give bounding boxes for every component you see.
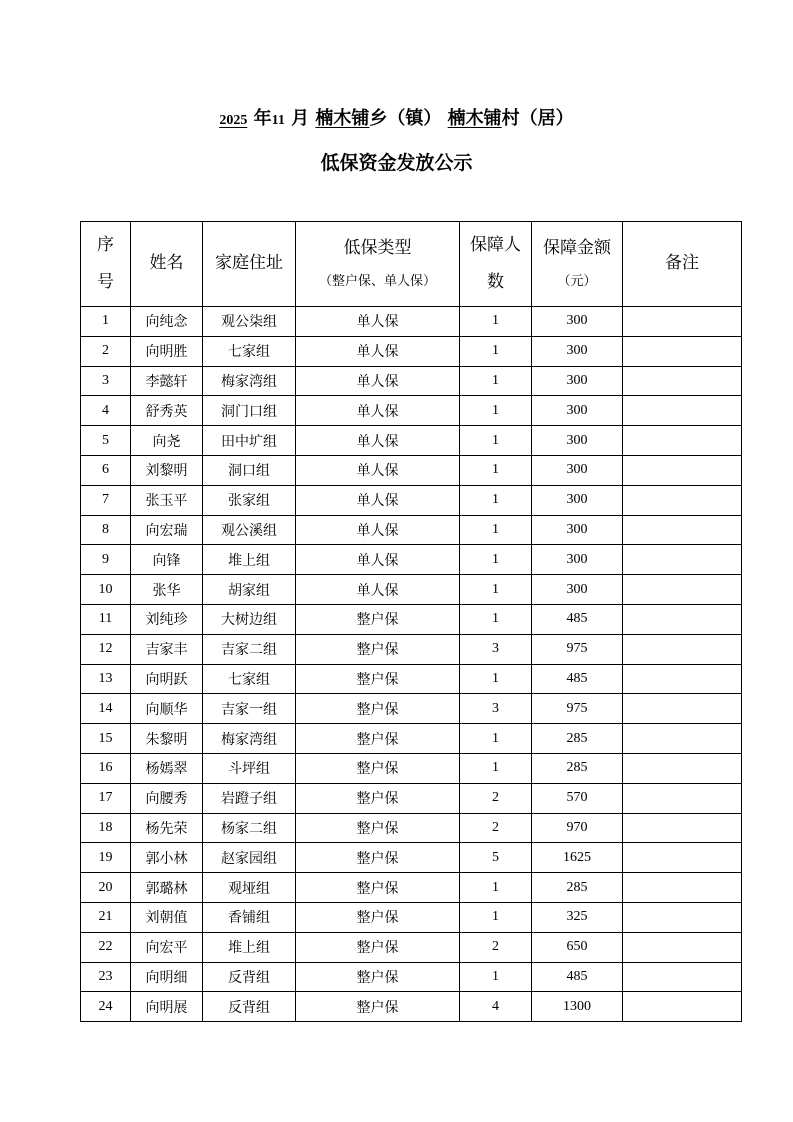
cell-index: 17 bbox=[81, 783, 131, 813]
cell-count: 3 bbox=[460, 634, 532, 664]
cell-remark bbox=[623, 575, 742, 605]
cell-name: 杨嫣翠 bbox=[131, 753, 203, 783]
cell-name: 向明胜 bbox=[131, 336, 203, 366]
cell-index: 21 bbox=[81, 902, 131, 932]
cell-count: 1 bbox=[460, 366, 532, 396]
cell-type: 整户保 bbox=[296, 783, 460, 813]
header-type: 低保类型 （整户保、单人保） bbox=[296, 222, 460, 307]
cell-amount: 485 bbox=[532, 604, 623, 634]
cell-index: 20 bbox=[81, 873, 131, 903]
cell-count: 1 bbox=[460, 336, 532, 366]
cell-amount: 975 bbox=[532, 694, 623, 724]
header-count: 保障人 数 bbox=[460, 222, 532, 307]
cell-address: 赵家园组 bbox=[203, 843, 296, 873]
cell-remark bbox=[623, 992, 742, 1022]
cell-remark bbox=[623, 932, 742, 962]
title-year-suffix: 年 bbox=[247, 108, 272, 129]
cell-count: 1 bbox=[460, 873, 532, 903]
cell-amount: 300 bbox=[532, 575, 623, 605]
table-row bbox=[81, 396, 742, 426]
title-township: 楠木铺 bbox=[315, 108, 370, 129]
cell-name: 郭小林 bbox=[131, 843, 203, 873]
cell-address: 七家组 bbox=[203, 336, 296, 366]
cell-remark bbox=[623, 724, 742, 754]
cell-amount: 300 bbox=[532, 485, 623, 515]
cell-name: 朱黎明 bbox=[131, 724, 203, 754]
header-name: 姓名 bbox=[131, 222, 203, 307]
cell-address: 洞门口组 bbox=[203, 396, 296, 426]
cell-type: 整户保 bbox=[296, 724, 460, 754]
header-address: 家庭住址 bbox=[203, 222, 296, 307]
cell-type: 单人保 bbox=[296, 575, 460, 605]
cell-count: 1 bbox=[460, 515, 532, 545]
cell-amount: 300 bbox=[532, 545, 623, 575]
cell-name: 向宏瑞 bbox=[131, 515, 203, 545]
cell-address: 反背组 bbox=[203, 962, 296, 992]
cell-name: 舒秀英 bbox=[131, 396, 203, 426]
cell-type: 整户保 bbox=[296, 813, 460, 843]
cell-index: 15 bbox=[81, 724, 131, 754]
cell-count: 1 bbox=[460, 724, 532, 754]
cell-type: 整户保 bbox=[296, 843, 460, 873]
cell-address: 斗坪组 bbox=[203, 753, 296, 783]
cell-index: 10 bbox=[81, 575, 131, 605]
cell-name: 李懿轩 bbox=[131, 366, 203, 396]
cell-address: 观公柒组 bbox=[203, 307, 296, 337]
table-row bbox=[81, 873, 742, 903]
cell-index: 23 bbox=[81, 962, 131, 992]
cell-amount: 300 bbox=[532, 396, 623, 426]
table-row bbox=[81, 724, 742, 754]
cell-type: 整户保 bbox=[296, 932, 460, 962]
table-row bbox=[81, 962, 742, 992]
table-row bbox=[81, 664, 742, 694]
cell-name: 杨先荣 bbox=[131, 813, 203, 843]
cell-type: 单人保 bbox=[296, 515, 460, 545]
cell-index: 1 bbox=[81, 307, 131, 337]
cell-index: 24 bbox=[81, 992, 131, 1022]
cell-name: 向明跃 bbox=[131, 664, 203, 694]
table-row bbox=[81, 902, 742, 932]
cell-type: 单人保 bbox=[296, 485, 460, 515]
cell-type: 单人保 bbox=[296, 307, 460, 337]
cell-count: 3 bbox=[460, 694, 532, 724]
table-row bbox=[81, 336, 742, 366]
cell-index: 5 bbox=[81, 426, 131, 456]
cell-address: 胡家组 bbox=[203, 575, 296, 605]
cell-type: 单人保 bbox=[296, 426, 460, 456]
cell-remark bbox=[623, 604, 742, 634]
cell-address: 洞口组 bbox=[203, 455, 296, 485]
cell-count: 2 bbox=[460, 783, 532, 813]
cell-type: 整户保 bbox=[296, 634, 460, 664]
subsidy-table bbox=[80, 221, 742, 1022]
table-row bbox=[81, 426, 742, 456]
cell-remark bbox=[623, 873, 742, 903]
cell-remark bbox=[623, 455, 742, 485]
table-row bbox=[81, 455, 742, 485]
cell-address: 田中圹组 bbox=[203, 426, 296, 456]
cell-amount: 325 bbox=[532, 902, 623, 932]
table-row bbox=[81, 515, 742, 545]
cell-remark bbox=[623, 813, 742, 843]
cell-name: 向锋 bbox=[131, 545, 203, 575]
title-month: 11 bbox=[271, 113, 285, 128]
cell-address: 岩蹬子组 bbox=[203, 783, 296, 813]
cell-amount: 300 bbox=[532, 366, 623, 396]
cell-type: 整户保 bbox=[296, 664, 460, 694]
cell-index: 12 bbox=[81, 634, 131, 664]
cell-count: 1 bbox=[460, 575, 532, 605]
cell-count: 2 bbox=[460, 932, 532, 962]
cell-remark bbox=[623, 634, 742, 664]
cell-amount: 300 bbox=[532, 515, 623, 545]
cell-count: 5 bbox=[460, 843, 532, 873]
cell-count: 1 bbox=[460, 426, 532, 456]
cell-amount: 1300 bbox=[532, 992, 623, 1022]
cell-index: 19 bbox=[81, 843, 131, 873]
cell-name: 刘纯珍 bbox=[131, 604, 203, 634]
table-row bbox=[81, 307, 742, 337]
cell-remark bbox=[623, 485, 742, 515]
cell-type: 整户保 bbox=[296, 694, 460, 724]
cell-index: 16 bbox=[81, 753, 131, 783]
cell-index: 7 bbox=[81, 485, 131, 515]
cell-remark bbox=[623, 783, 742, 813]
title-village: 楠木铺 bbox=[447, 108, 502, 129]
table-row bbox=[81, 932, 742, 962]
cell-name: 向腰秀 bbox=[131, 783, 203, 813]
cell-amount: 285 bbox=[532, 873, 623, 903]
document-subtitle: 低保资金发放公示 bbox=[320, 152, 473, 174]
cell-count: 2 bbox=[460, 813, 532, 843]
cell-type: 单人保 bbox=[296, 545, 460, 575]
table-row bbox=[81, 575, 742, 605]
cell-name: 向明细 bbox=[131, 962, 203, 992]
cell-count: 1 bbox=[460, 455, 532, 485]
cell-amount: 975 bbox=[532, 634, 623, 664]
cell-count: 1 bbox=[460, 962, 532, 992]
cell-name: 张华 bbox=[131, 575, 203, 605]
cell-type: 整户保 bbox=[296, 992, 460, 1022]
cell-address: 七家组 bbox=[203, 664, 296, 694]
cell-address: 梅家湾组 bbox=[203, 724, 296, 754]
cell-address: 吉家二组 bbox=[203, 634, 296, 664]
cell-amount: 285 bbox=[532, 753, 623, 783]
cell-remark bbox=[623, 307, 742, 337]
cell-remark bbox=[623, 753, 742, 783]
title-year: 2025 bbox=[219, 113, 248, 128]
title-township-suffix: 乡（镇） bbox=[369, 108, 442, 129]
cell-amount: 1625 bbox=[532, 843, 623, 873]
cell-name: 向尧 bbox=[131, 426, 203, 456]
cell-type: 单人保 bbox=[296, 455, 460, 485]
cell-name: 张玉平 bbox=[131, 485, 203, 515]
cell-type: 整户保 bbox=[296, 604, 460, 634]
cell-address: 大树边组 bbox=[203, 604, 296, 634]
cell-index: 8 bbox=[81, 515, 131, 545]
cell-count: 1 bbox=[460, 604, 532, 634]
cell-type: 单人保 bbox=[296, 396, 460, 426]
cell-address: 堆上组 bbox=[203, 545, 296, 575]
cell-count: 1 bbox=[460, 396, 532, 426]
cell-amount: 485 bbox=[532, 962, 623, 992]
table-row bbox=[81, 992, 742, 1022]
cell-remark bbox=[623, 366, 742, 396]
document-title bbox=[0, 104, 793, 130]
title-month-suffix: 月 bbox=[284, 108, 310, 129]
cell-index: 2 bbox=[81, 336, 131, 366]
cell-address: 反背组 bbox=[203, 992, 296, 1022]
table-row bbox=[81, 753, 742, 783]
table-row bbox=[81, 634, 742, 664]
cell-name: 向纯念 bbox=[131, 307, 203, 337]
cell-address: 张家组 bbox=[203, 485, 296, 515]
table-row bbox=[81, 783, 742, 813]
table-row bbox=[81, 366, 742, 396]
table-header-row bbox=[81, 222, 742, 307]
cell-address: 观公溪组 bbox=[203, 515, 296, 545]
cell-remark bbox=[623, 843, 742, 873]
cell-remark bbox=[623, 515, 742, 545]
cell-address: 观垭组 bbox=[203, 873, 296, 903]
cell-name: 向宏平 bbox=[131, 932, 203, 962]
cell-amount: 285 bbox=[532, 724, 623, 754]
cell-index: 14 bbox=[81, 694, 131, 724]
table-row bbox=[81, 813, 742, 843]
cell-index: 11 bbox=[81, 604, 131, 634]
cell-amount: 300 bbox=[532, 426, 623, 456]
cell-remark bbox=[623, 664, 742, 694]
header-index: 序 号 bbox=[81, 222, 131, 307]
cell-amount: 300 bbox=[532, 336, 623, 366]
cell-remark bbox=[623, 426, 742, 456]
cell-type: 整户保 bbox=[296, 873, 460, 903]
table-row bbox=[81, 485, 742, 515]
cell-index: 6 bbox=[81, 455, 131, 485]
cell-address: 香铺组 bbox=[203, 902, 296, 932]
cell-type: 整户保 bbox=[296, 962, 460, 992]
cell-type: 单人保 bbox=[296, 366, 460, 396]
cell-name: 向明展 bbox=[131, 992, 203, 1022]
cell-count: 1 bbox=[460, 664, 532, 694]
cell-count: 1 bbox=[460, 753, 532, 783]
cell-index: 3 bbox=[81, 366, 131, 396]
cell-name: 刘朝值 bbox=[131, 902, 203, 932]
cell-count: 4 bbox=[460, 992, 532, 1022]
cell-remark bbox=[623, 694, 742, 724]
cell-amount: 970 bbox=[532, 813, 623, 843]
cell-address: 吉家一组 bbox=[203, 694, 296, 724]
cell-amount: 650 bbox=[532, 932, 623, 962]
cell-index: 9 bbox=[81, 545, 131, 575]
cell-name: 刘黎明 bbox=[131, 455, 203, 485]
table-row bbox=[81, 694, 742, 724]
cell-remark bbox=[623, 545, 742, 575]
cell-address: 堆上组 bbox=[203, 932, 296, 962]
table-row bbox=[81, 604, 742, 634]
cell-remark bbox=[623, 396, 742, 426]
cell-remark bbox=[623, 902, 742, 932]
cell-index: 13 bbox=[81, 664, 131, 694]
cell-address: 梅家湾组 bbox=[203, 366, 296, 396]
cell-amount: 300 bbox=[532, 307, 623, 337]
table-row bbox=[81, 843, 742, 873]
header-amount: 保障金额 （元） bbox=[532, 222, 623, 307]
cell-type: 整户保 bbox=[296, 753, 460, 783]
cell-amount: 300 bbox=[532, 455, 623, 485]
header-remark: 备注 bbox=[623, 222, 742, 307]
cell-remark bbox=[623, 962, 742, 992]
cell-name: 吉家丰 bbox=[131, 634, 203, 664]
cell-remark bbox=[623, 336, 742, 366]
cell-amount: 485 bbox=[532, 664, 623, 694]
cell-name: 郭璐林 bbox=[131, 873, 203, 903]
title-village-suffix: 村（居） bbox=[501, 108, 574, 129]
cell-index: 22 bbox=[81, 932, 131, 962]
cell-count: 1 bbox=[460, 307, 532, 337]
cell-count: 1 bbox=[460, 545, 532, 575]
cell-amount: 570 bbox=[532, 783, 623, 813]
cell-index: 4 bbox=[81, 396, 131, 426]
cell-address: 杨家二组 bbox=[203, 813, 296, 843]
cell-index: 18 bbox=[81, 813, 131, 843]
cell-type: 整户保 bbox=[296, 902, 460, 932]
table-row bbox=[81, 545, 742, 575]
cell-type: 单人保 bbox=[296, 336, 460, 366]
cell-count: 1 bbox=[460, 902, 532, 932]
cell-count: 1 bbox=[460, 485, 532, 515]
cell-name: 向顺华 bbox=[131, 694, 203, 724]
